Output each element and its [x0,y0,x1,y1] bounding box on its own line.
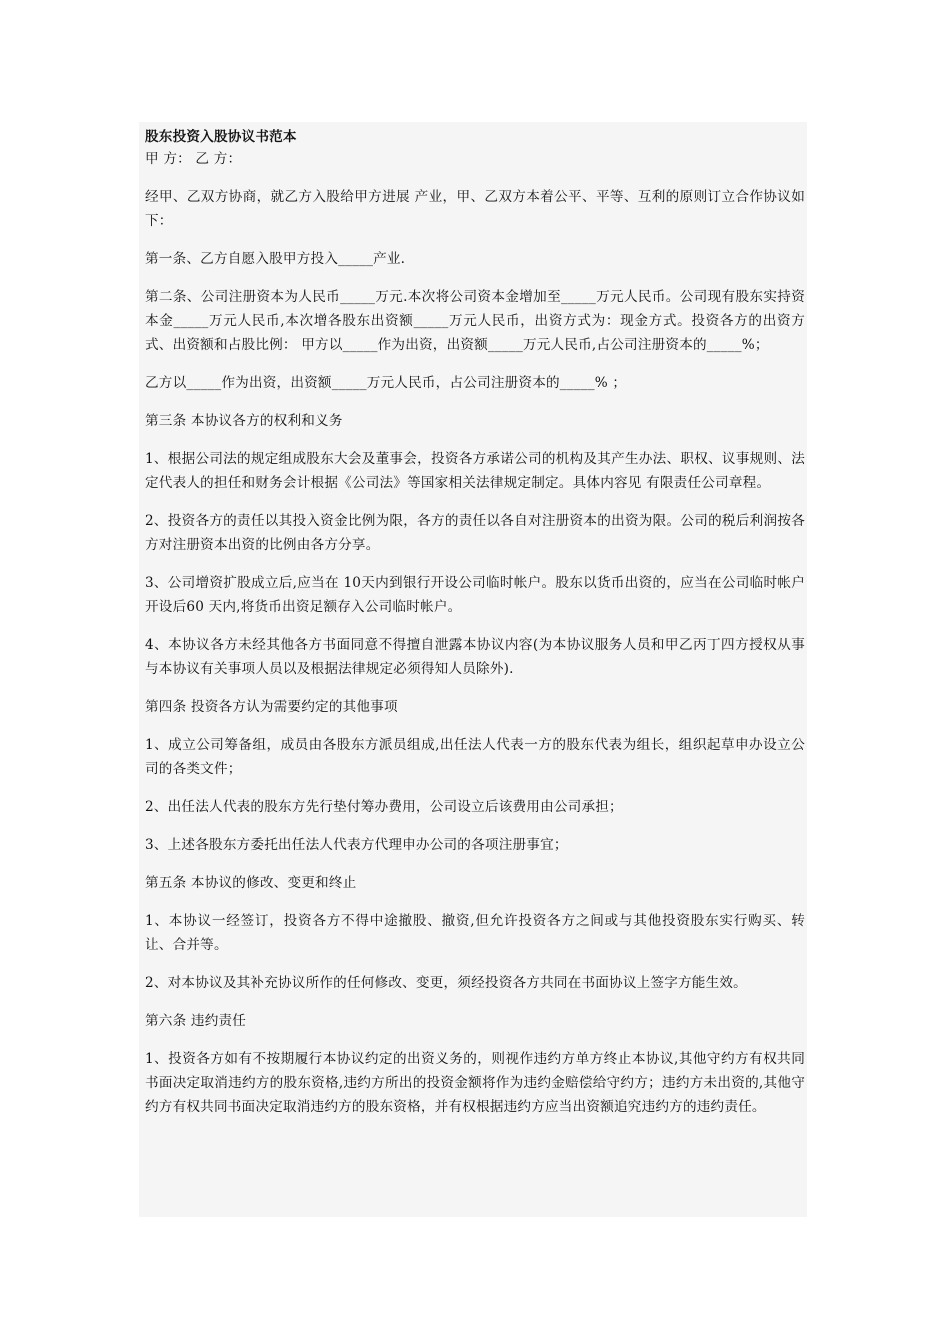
paragraph-article-3-item-3: 3、公司增资扩股成立后,应当在 10天内到银行开设公司临时帐户。股东以货币出资的，应当在公司临时帐户开设后60 天内,将货币出资足额存入公司临时帐户。 [145,575,805,615]
document-title: 股东投资入股协议书范本 [145,129,297,145]
document-text-block [139,122,807,1217]
paragraph-article-3-item-1: 1、根据公司法的规定组成股东大会及董事会，投资各方承诺公司的机构及其产生办法、职权、议事规则、法定代表人的担任和财务会计根据《公司法》等国家相关法律规定制定。具体内容见 有限责任公司章程。 [145,451,805,491]
parties-line: 甲 方： 乙 方： [145,151,242,167]
paragraph-article-2: 第二条、公司注册资本为人民币_____万元.本次将公司资本金增加至_____万元人民币。公司现有股东实持资本金_____万元人民币,本次增各股东出资额_____万元人民币，出资方式为：现金方式。投资各方的出资方式、出资额和占股比例： 甲方以_____作为出资，出资额_____万元人民币,占公司注册资本的_____%； [145,289,805,353]
heading-article-3: 第三条 本协议各方的权利和义务 [145,413,343,429]
paragraph-article-4-item-1: 1、成立公司筹备组，成员由各股东方派员组成,出任法人代表一方的股东代表为组长，组织起草申办设立公司的各类文件； [145,737,805,777]
paragraph-article-5-item-1: 1、本协议一经签订，投资各方不得中途撤股、撤资,但允许投资各方之间或与其他投资股东实行购买、转让、合并等。 [145,913,805,953]
paragraph-article-1: 第一条、乙方自愿入股甲方投入_____产业. [145,251,406,267]
document-body [145,127,805,1133]
heading-article-4: 第四条 投资各方认为需要约定的其他事项 [145,699,398,715]
paragraph-party-b-contribution: 乙方以_____作为出资，出资额_____万元人民币，占公司注册资本的_____% ； [145,375,627,391]
paragraph-article-3-item-2: 2、投资各方的责任以其投入资金比例为限，各方的责任以各自对注册资本的出资为限。公司的税后利润按各方对注册资本出资的比例由各方分享。 [145,513,805,553]
heading-article-6: 第六条 违约责任 [145,1013,247,1029]
paragraph-intro: 经甲、乙双方协商，就乙方入股给甲方进展 产业，甲、乙双方本着公平、平等、互利的原则订立合作协议如下： [145,189,805,229]
paragraph-article-6-item-1: 1、投资各方如有不按期履行本协议约定的出资义务的，则视作违约方单方终止本协议,其他守约方有权共同书面决定取消违约方的股东资格,违约方所出的投资金额将作为违约金赔偿给守约方；违约方未出资的,其他守约方有权共同书面决定取消违约方的股东资格，并有权根据违约方应当出资额追究违约方的违约责任。 [145,1051,805,1115]
paragraph-article-5-item-2: 2、对本协议及其补充协议所作的任何修改、变更，须经投资各方共同在书面协议上签字方能生效。 [145,975,747,991]
paragraph-article-4-item-3: 3、上述各股东方委托出任法人代表方代理申办公司的各项注册事宜； [145,837,568,853]
paragraph-article-3-item-4: 4、本协议各方未经其他各方书面同意不得擅自泄露本协议内容(为本协议服务人员和甲乙丙丁四方授权从事与本协议有关事项人员以及根据法律规定必须得知人员除外). [145,637,805,677]
heading-article-5: 第五条 本协议的修改、变更和终止 [145,875,357,891]
paragraph-article-4-item-2: 2、出任法人代表的股东方先行垫付筹办费用，公司设立后该费用由公司承担； [145,799,623,815]
